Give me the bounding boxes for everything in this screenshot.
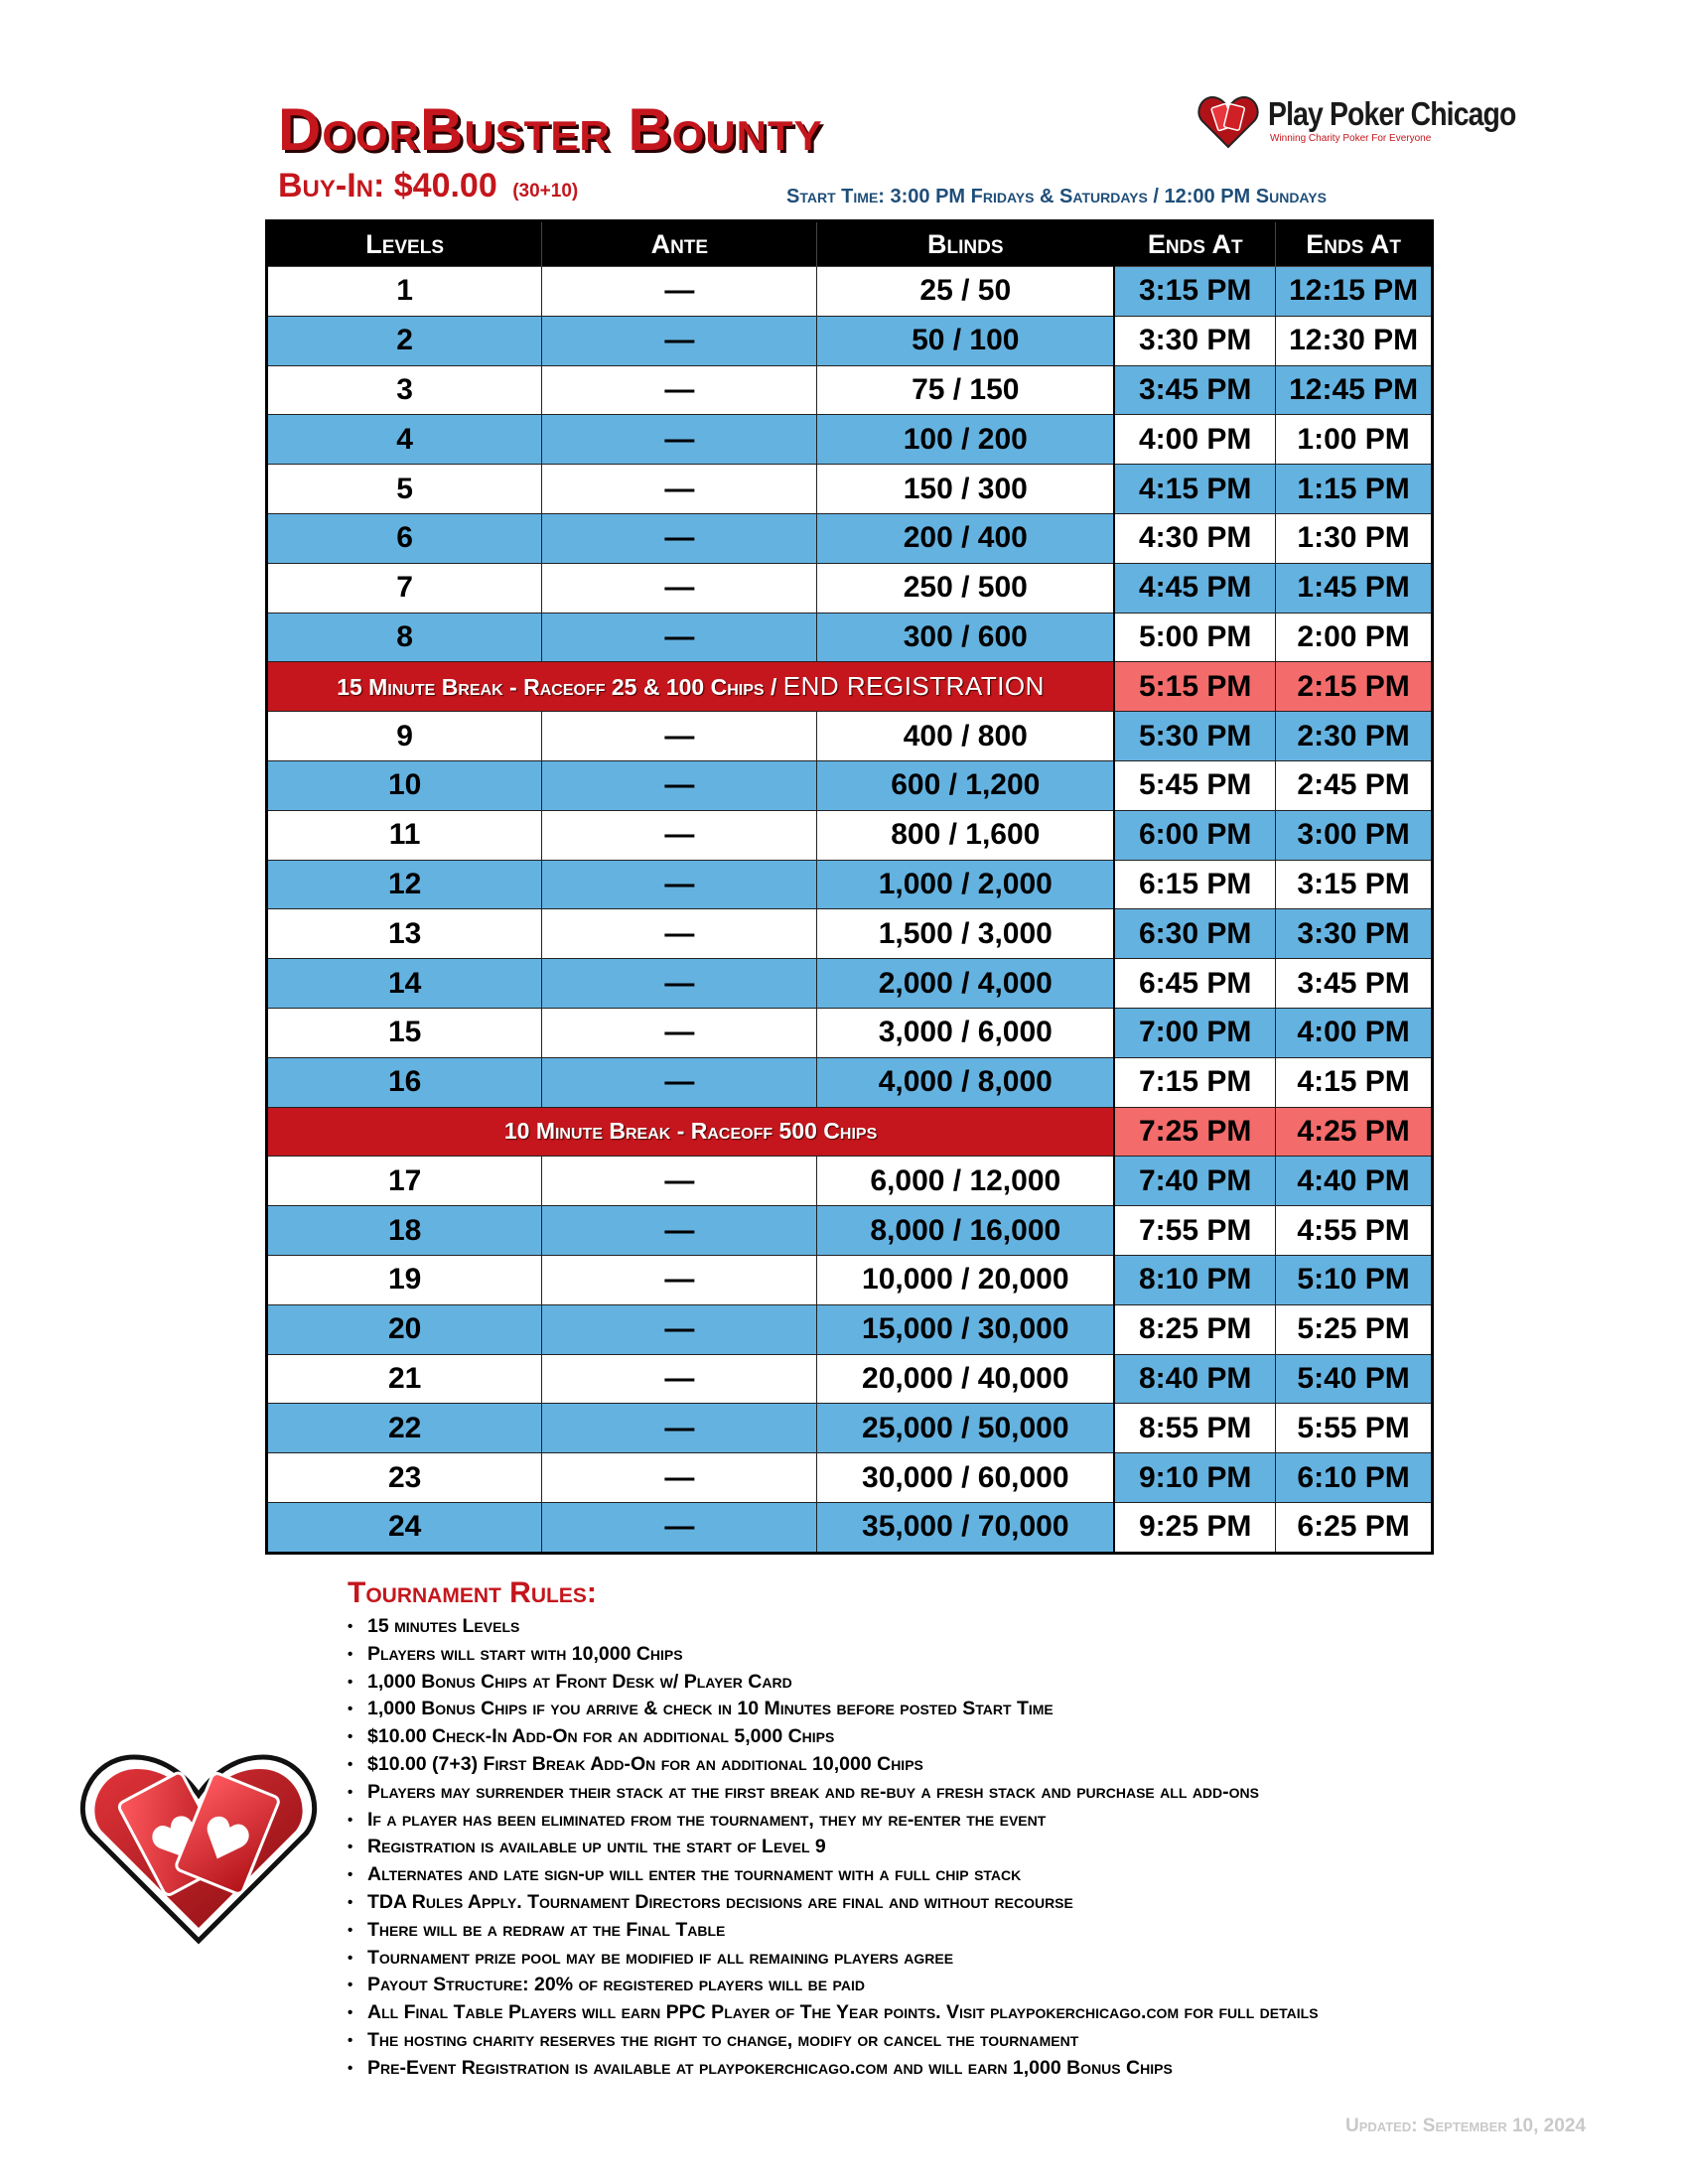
cell-ends-at-fri-sat: 4:45 PM: [1114, 563, 1276, 613]
cell-level: 18: [267, 1206, 542, 1256]
list-item: • Players may surrender their stack at the first break and re-buy a fresh stack and purchase all add-ons: [348, 1779, 1319, 1807]
cell-ends-at-fri-sat: 8:10 PM: [1114, 1255, 1276, 1304]
cell-ends-at-sun: 1:15 PM: [1276, 465, 1433, 514]
cell-blinds: 4,000 / 8,000: [817, 1057, 1114, 1107]
list-item: • 15 minutes Levels: [348, 1613, 1319, 1641]
cell-blinds: 75 / 150: [817, 365, 1114, 415]
cell-ends-at-fri-sat: 5:30 PM: [1114, 712, 1276, 761]
cell-ends-at-sun: 5:55 PM: [1276, 1404, 1433, 1453]
cell-ends-at-fri-sat: 8:55 PM: [1114, 1404, 1276, 1453]
break-label: [267, 662, 1115, 712]
list-item: • There will be a redraw at the Final Table: [348, 1917, 1319, 1945]
cell-ends-at-fri-sat: 3:45 PM: [1114, 365, 1276, 415]
cell-ends-at-fri-sat: 7:15 PM: [1114, 1057, 1276, 1107]
cell-level: 10: [267, 760, 542, 810]
cell-blinds: 8,000 / 16,000: [817, 1206, 1114, 1256]
list-item: • Pre-Event Registration is available at playpokerchicago.com and will earn 1,000 Bonus Chips: [348, 2055, 1319, 2083]
list-item: • The hosting charity reserves the right to change, modify or cancel the tournament: [348, 2027, 1319, 2055]
table-row: [267, 563, 1433, 613]
cell-blinds: 2,000 / 4,000: [817, 959, 1114, 1009]
cell-ends-at-fri-sat: 4:15 PM: [1114, 465, 1276, 514]
table-row: [267, 760, 1433, 810]
cell-level: 11: [267, 810, 542, 860]
cell-blinds: 400 / 800: [817, 712, 1114, 761]
column-header-ante: Ante: [542, 221, 817, 267]
table-row: [267, 860, 1433, 909]
heart-cards-icon: [1196, 91, 1260, 151]
table-row: [267, 1502, 1433, 1553]
cell-ante: —: [542, 513, 817, 563]
table-row: [267, 1304, 1433, 1354]
cell-ends-at-sun: 3:00 PM: [1276, 810, 1433, 860]
cell-ante: —: [542, 1008, 817, 1057]
cell-ends-at-sun: 12:45 PM: [1276, 365, 1433, 415]
cell-ends-at-sun: 4:55 PM: [1276, 1206, 1433, 1256]
cell-ends-at-sun: 5:10 PM: [1276, 1255, 1433, 1304]
break-label-text: 10 Minute Break - Raceoff 500 Chips: [503, 1118, 878, 1145]
cell-ante: —: [542, 1354, 817, 1404]
cell-ends-at-fri-sat: 4:00 PM: [1114, 415, 1276, 465]
cell-blinds: 3,000 / 6,000: [817, 1008, 1114, 1057]
cell-ends-at-sun: 4:00 PM: [1276, 1008, 1433, 1057]
cell-ends-at-fri-sat: 8:25 PM: [1114, 1304, 1276, 1354]
cell-level: 6: [267, 513, 542, 563]
column-header-ends-at-fri-sat: Ends At: [1114, 221, 1276, 267]
cell-level: 1: [267, 267, 542, 317]
cell-ante: —: [542, 1255, 817, 1304]
list-item: • Alternates and late sign-up will enter the tournament with a full chip stack: [348, 1861, 1319, 1889]
cell-ends-at-fri-sat: 3:15 PM: [1114, 267, 1276, 317]
table-row: [267, 365, 1433, 415]
table-row: [267, 959, 1433, 1009]
list-item: • Registration is available up until the start of Level 9: [348, 1834, 1319, 1861]
table-row: [267, 810, 1433, 860]
cell-ante: —: [542, 860, 817, 909]
cell-level: 20: [267, 1304, 542, 1354]
cell-ante: —: [542, 415, 817, 465]
table-row: [267, 1206, 1433, 1256]
cell-ante: —: [542, 712, 817, 761]
cell-level: 12: [267, 860, 542, 909]
list-item: • Players will start with 10,000 Chips: [348, 1641, 1319, 1669]
cell-ends-at-fri-sat: 6:30 PM: [1114, 909, 1276, 959]
cell-ante: —: [542, 613, 817, 662]
cell-ends-at-sun: 1:30 PM: [1276, 513, 1433, 563]
table-row: [267, 1404, 1433, 1453]
cell-level: 2: [267, 316, 542, 365]
cell-level: 24: [267, 1502, 542, 1553]
cell-ante: —: [542, 1502, 817, 1553]
table-row: [267, 1157, 1433, 1206]
cell-level: 8: [267, 613, 542, 662]
list-item: • All Final Table Players will earn PPC Player of The Year points. Visit playpokerchicago.com for full details: [348, 1999, 1319, 2027]
table-row: [267, 415, 1433, 465]
cell-blinds: 25 / 50: [817, 267, 1114, 317]
cell-ante: —: [542, 1206, 817, 1256]
cell-blinds: 25,000 / 50,000: [817, 1404, 1114, 1453]
table-row: [267, 712, 1433, 761]
cell-blinds: 6,000 / 12,000: [817, 1157, 1114, 1206]
cell-blinds: 250 / 500: [817, 563, 1114, 613]
cell-ante: —: [542, 316, 817, 365]
cell-ante: —: [542, 267, 817, 317]
cell-ante: —: [542, 1304, 817, 1354]
cell-level: 15: [267, 1008, 542, 1057]
cell-ante: —: [542, 1404, 817, 1453]
cell-level: 16: [267, 1057, 542, 1107]
cell-ends-at-fri-sat: 6:00 PM: [1114, 810, 1276, 860]
column-header-ends-at-sun: Ends At: [1276, 221, 1433, 267]
cell-ends-at-sun: 2:30 PM: [1276, 712, 1433, 761]
cell-level: 3: [267, 365, 542, 415]
cell-blinds: 1,000 / 2,000: [817, 860, 1114, 909]
cell-blinds: 150 / 300: [817, 465, 1114, 514]
table-row: [267, 1057, 1433, 1107]
cell-ends-at-fri-sat: 7:55 PM: [1114, 1206, 1276, 1256]
cell-ends-at-sun: 1:45 PM: [1276, 563, 1433, 613]
cell-ends-at-sun: 2:00 PM: [1276, 613, 1433, 662]
cell-ends-at-fri-sat: 8:40 PM: [1114, 1354, 1276, 1404]
table-body: [267, 267, 1433, 1554]
cell-ends-at-fri-sat: 5:00 PM: [1114, 613, 1276, 662]
cell-ends-at-sun: 2:45 PM: [1276, 760, 1433, 810]
break-row: [267, 662, 1433, 712]
cell-ends-at-sun: 3:15 PM: [1276, 860, 1433, 909]
cell-ends-at-sun: 5:40 PM: [1276, 1354, 1433, 1404]
table-row: [267, 1354, 1433, 1404]
cell-ante: —: [542, 909, 817, 959]
break-label: [267, 1107, 1115, 1157]
table-row: [267, 613, 1433, 662]
cell-blinds: 100 / 200: [817, 415, 1114, 465]
table-row: [267, 316, 1433, 365]
cell-blinds: 20,000 / 40,000: [817, 1354, 1114, 1404]
cell-ends-at-fri-sat: 6:45 PM: [1114, 959, 1276, 1009]
rules-title: Tournament Rules:: [348, 1576, 597, 1609]
column-header-levels: Levels: [267, 221, 542, 267]
cell-ends-at-sun: 3:30 PM: [1276, 909, 1433, 959]
cell-ante: —: [542, 810, 817, 860]
column-header-blinds: Blinds: [817, 221, 1114, 267]
list-item: • TDA Rules Apply. Tournament Directors decisions are final and without recourse: [348, 1889, 1319, 1917]
cell-blinds: 1,500 / 3,000: [817, 909, 1114, 959]
list-item: • Payout Structure: 20% of registered players will be paid: [348, 1972, 1319, 1999]
break-ends-at-fri-sat: 5:15 PM: [1114, 662, 1276, 712]
break-label-text: 15 Minute Break - Raceoff 25 & 100 Chips /: [337, 674, 783, 701]
cell-level: 19: [267, 1255, 542, 1304]
updated-date: Updated: September 10, 2024: [1345, 2116, 1586, 2136]
break-ends-at-sun: 2:15 PM: [1276, 662, 1433, 712]
table-row: [267, 1453, 1433, 1503]
cell-level: 9: [267, 712, 542, 761]
list-item: • 1,000 Bonus Chips if you arrive & check in 10 Minutes before posted Start Time: [348, 1696, 1319, 1723]
cell-ends-at-sun: 6:25 PM: [1276, 1502, 1433, 1553]
cell-ends-at-fri-sat: 6:15 PM: [1114, 860, 1276, 909]
cell-level: 13: [267, 909, 542, 959]
cell-ante: —: [542, 465, 817, 514]
blind-structure-table: [265, 219, 1434, 1555]
cell-ends-at-fri-sat: 4:30 PM: [1114, 513, 1276, 563]
cell-level: 7: [267, 563, 542, 613]
table-row: [267, 267, 1433, 317]
cell-ends-at-sun: 4:40 PM: [1276, 1157, 1433, 1206]
table-header-row: [267, 221, 1433, 267]
cell-ends-at-fri-sat: 7:40 PM: [1114, 1157, 1276, 1206]
cell-ends-at-sun: 1:00 PM: [1276, 415, 1433, 465]
cell-ends-at-fri-sat: 3:30 PM: [1114, 316, 1276, 365]
table-row: [267, 513, 1433, 563]
cell-level: 4: [267, 415, 542, 465]
rules-list: [348, 1613, 1319, 2083]
cell-blinds: 300 / 600: [817, 613, 1114, 662]
cell-ends-at-fri-sat: 7:00 PM: [1114, 1008, 1276, 1057]
end-registration-label: END REGISTRATION: [782, 671, 1045, 702]
cell-ante: —: [542, 959, 817, 1009]
break-ends-at-sun: 4:25 PM: [1276, 1107, 1433, 1157]
cell-ante: —: [542, 760, 817, 810]
cell-ante: —: [542, 365, 817, 415]
cell-blinds: 35,000 / 70,000: [817, 1502, 1114, 1553]
cell-ends-at-fri-sat: 9:25 PM: [1114, 1502, 1276, 1553]
cell-ante: —: [542, 1057, 817, 1107]
cell-ante: —: [542, 1453, 817, 1503]
break-row: [267, 1107, 1433, 1157]
logo-text: Play Poker Chicago: [1268, 95, 1516, 132]
page-title: DoorBuster Bounty: [278, 96, 823, 163]
cell-ends-at-fri-sat: 5:45 PM: [1114, 760, 1276, 810]
buyin-label: Buy-In: $40.00: [278, 167, 497, 205]
list-item: • $10.00 (7+3) First Break Add-On for an additional 10,000 Chips: [348, 1751, 1319, 1779]
heart-cards-graphic: [79, 1737, 318, 1946]
cell-ends-at-sun: 3:45 PM: [1276, 959, 1433, 1009]
list-item: • $10.00 Check-In Add-On for an additional 5,000 Chips: [348, 1723, 1319, 1751]
cell-level: 22: [267, 1404, 542, 1453]
start-time: Start Time: 3:00 PM Fridays & Saturdays / 12:00 PM Sundays: [786, 186, 1327, 207]
table-row: [267, 909, 1433, 959]
list-item: • 1,000 Bonus Chips at Front Desk w/ Player Card: [348, 1669, 1319, 1697]
cell-ends-at-sun: 5:25 PM: [1276, 1304, 1433, 1354]
list-item: • Tournament prize pool may be modified if all remaining players agree: [348, 1945, 1319, 1973]
cell-ends-at-fri-sat: 9:10 PM: [1114, 1453, 1276, 1503]
cell-level: 23: [267, 1453, 542, 1503]
cell-level: 21: [267, 1354, 542, 1404]
cell-level: 14: [267, 959, 542, 1009]
cell-blinds: 800 / 1,600: [817, 810, 1114, 860]
cell-ends-at-sun: 12:30 PM: [1276, 316, 1433, 365]
table-row: [267, 1255, 1433, 1304]
buyin-line: [278, 167, 578, 205]
cell-blinds: 30,000 / 60,000: [817, 1453, 1114, 1503]
cell-ante: —: [542, 1157, 817, 1206]
logo-tagline: Winning Charity Poker For Everyone: [1270, 133, 1432, 144]
buyin-split: (30+10): [512, 181, 579, 202]
cell-level: 17: [267, 1157, 542, 1206]
cell-blinds: 200 / 400: [817, 513, 1114, 563]
cell-ends-at-sun: 12:15 PM: [1276, 267, 1433, 317]
cell-ante: —: [542, 563, 817, 613]
table-row: [267, 1008, 1433, 1057]
cell-blinds: 15,000 / 30,000: [817, 1304, 1114, 1354]
break-ends-at-fri-sat: 7:25 PM: [1114, 1107, 1276, 1157]
list-item: • If a player has been eliminated from the tournament, they my re-enter the event: [348, 1807, 1319, 1835]
cell-blinds: 600 / 1,200: [817, 760, 1114, 810]
table-row: [267, 465, 1433, 514]
cell-level: 5: [267, 465, 542, 514]
cell-blinds: 10,000 / 20,000: [817, 1255, 1114, 1304]
cell-blinds: 50 / 100: [817, 316, 1114, 365]
brand-logo: [1196, 91, 1514, 151]
cell-ends-at-sun: 6:10 PM: [1276, 1453, 1433, 1503]
cell-ends-at-sun: 4:15 PM: [1276, 1057, 1433, 1107]
